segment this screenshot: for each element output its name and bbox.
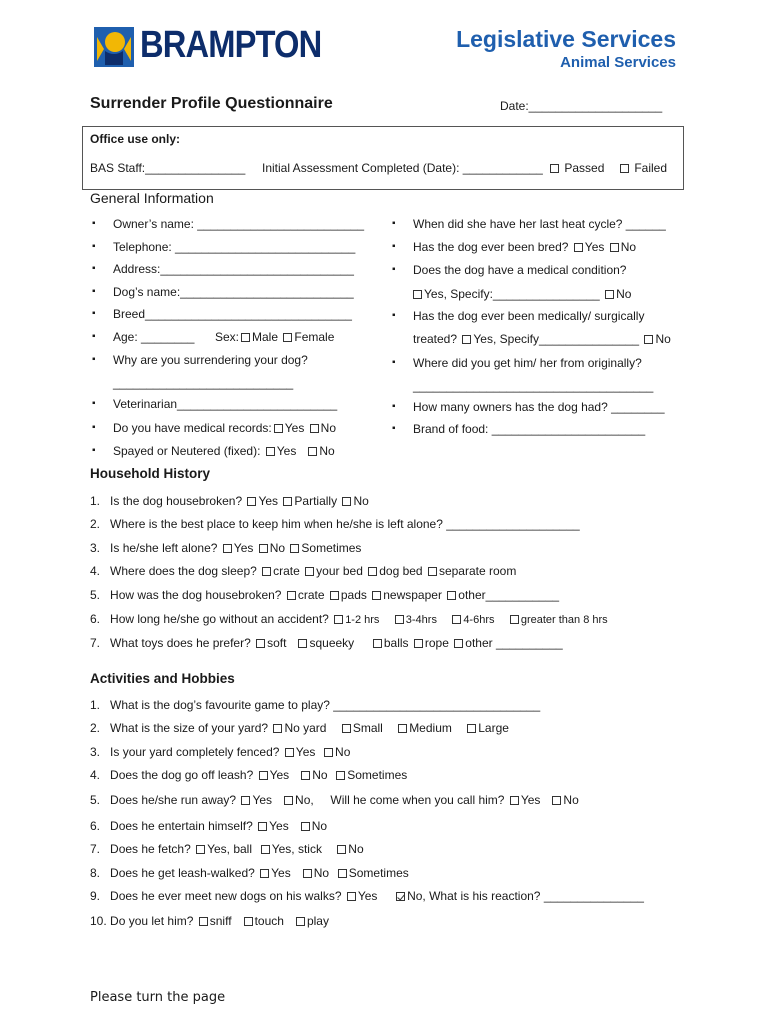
medical-condition-yes-checkbox[interactable] <box>413 290 422 299</box>
fetch-ball-checkbox[interactable] <box>196 845 205 854</box>
toy-squeeky-checkbox[interactable] <box>298 639 307 648</box>
let-touch-checkbox[interactable] <box>244 917 253 926</box>
sleep-dog-bed-checkbox[interactable] <box>368 567 377 576</box>
activities-heading: Activities and Hobbies <box>90 671 235 686</box>
age-field[interactable]: Age: ________ <box>113 330 195 344</box>
leash-walked-no-checkbox[interactable] <box>303 869 312 878</box>
assessment-date-field[interactable]: Initial Assessment Completed (Date): ____________ <box>262 161 543 175</box>
let-play-checkbox[interactable] <box>296 917 305 926</box>
yard-none-checkbox[interactable] <box>273 724 282 733</box>
activities-q10: 10. Do you let him? sniff touch play <box>90 914 329 928</box>
run-away-no-checkbox[interactable] <box>284 796 293 805</box>
telephone-field[interactable]: Telephone: ___________________________ <box>113 240 356 254</box>
brampton-logo-icon <box>94 27 134 67</box>
household-q4: 4. Where does the dog sleep? crate your bed dog bed separate room <box>90 564 517 578</box>
household-q2[interactable]: 2. Where is the best place to keep him when he/she is left alone? ____________________ <box>90 517 580 531</box>
household-heading: Household History <box>90 466 211 481</box>
off-leash-sometimes-checkbox[interactable] <box>336 771 345 780</box>
footer-note: Please turn the page <box>90 990 226 1005</box>
yard-small-checkbox[interactable] <box>342 724 351 733</box>
address-field[interactable]: Address:_____________________________ <box>113 262 354 276</box>
sex-field: Sex: Male Female <box>215 330 335 344</box>
recall-yes-checkbox[interactable] <box>510 796 519 805</box>
male-checkbox[interactable] <box>241 333 250 342</box>
left-alone-no-checkbox[interactable] <box>259 544 268 553</box>
activities-q5: 5. Does he/she run away? Yes No, Will he come when you call him? Yes No <box>90 793 579 807</box>
off-leash-yes-checkbox[interactable] <box>259 771 268 780</box>
entertain-yes-checkbox[interactable] <box>258 822 267 831</box>
recall-no-checkbox[interactable] <box>552 796 561 805</box>
activities-q1[interactable]: 1. What is the dog’s favourite game to play? _______________________________ <box>90 698 541 712</box>
sleep-crate-checkbox[interactable] <box>262 567 271 576</box>
passed-checkbox[interactable] <box>550 164 559 173</box>
left-alone-sometimes-checkbox[interactable] <box>290 544 299 553</box>
activities-q6: 6. Does he entertain himself? Yes No <box>90 819 328 833</box>
housebroken-newspaper-checkbox[interactable] <box>372 591 381 600</box>
activities-q3: 3. Is your yard completely fenced? Yes No <box>90 745 351 759</box>
new-dogs-no-checkbox-checked[interactable] <box>396 892 405 901</box>
female-checkbox[interactable] <box>283 333 292 342</box>
sleep-separate-room-checkbox[interactable] <box>428 567 437 576</box>
toy-other-checkbox[interactable] <box>454 639 463 648</box>
surgically-treated-label: Has the dog ever been medically/ surgically <box>413 309 645 323</box>
left-alone-yes-checkbox[interactable] <box>223 544 232 553</box>
logo-text: BRAMPTON <box>140 24 322 66</box>
date-field[interactable]: Date:____________________ <box>500 99 663 113</box>
food-brand-field[interactable]: Brand of food: _______________________ <box>413 422 646 436</box>
owners-count-field[interactable]: How many owners has the dog had? ________ <box>413 400 665 414</box>
dog-name-field[interactable]: Dog’s name:__________________________ <box>113 285 354 299</box>
failed-option[interactable]: Failed <box>618 161 667 175</box>
bas-staff-field[interactable]: BAS Staff:_______________ <box>90 161 246 175</box>
household-q5: 5. How was the dog housebroken? crate pads newspaper other___________ <box>90 588 560 602</box>
medical-records-no-checkbox[interactable] <box>310 424 319 433</box>
yard-medium-checkbox[interactable] <box>398 724 407 733</box>
accident-8hrs-checkbox[interactable] <box>510 615 519 624</box>
entertain-no-checkbox[interactable] <box>301 822 310 831</box>
dept-title: Legislative Services <box>456 26 676 52</box>
housebroken-yes-checkbox[interactable] <box>247 497 256 506</box>
toy-rope-checkbox[interactable] <box>414 639 423 648</box>
medical-records-question: Do you have medical records: Yes No <box>113 421 337 435</box>
household-q6: 6. How long he/she go without an accident? 1-2 hrs 3-4hrs 4-6hrs greater than 8 hrs <box>90 612 608 626</box>
housebroken-pads-checkbox[interactable] <box>330 591 339 600</box>
housebroken-no-checkbox[interactable] <box>342 497 351 506</box>
yard-large-checkbox[interactable] <box>467 724 476 733</box>
household-q3: 3. Is he/she left alone? Yes No Sometimes <box>90 541 362 555</box>
fenced-yes-checkbox[interactable] <box>285 748 294 757</box>
toy-soft-checkbox[interactable] <box>256 639 265 648</box>
toy-balls-checkbox[interactable] <box>373 639 382 648</box>
household-q7: 7. What toys does he prefer? soft squeeky balls rope other __________ <box>90 636 563 650</box>
origin-field[interactable]: ____________________________________ <box>413 379 654 393</box>
accident-3-4hrs-checkbox[interactable] <box>395 615 404 624</box>
form-title: Surrender Profile Questionnaire <box>90 95 333 112</box>
office-heading: Office use only: <box>90 132 181 146</box>
fenced-no-checkbox[interactable] <box>324 748 333 757</box>
activities-q7: 7. Does he fetch? Yes, ball Yes, stick No <box>90 842 364 856</box>
fetch-stick-checkbox[interactable] <box>261 845 270 854</box>
veterinarian-field[interactable]: Veterinarian________________________ <box>113 397 338 411</box>
owner-name-field[interactable]: Owner’s name: _________________________ <box>113 217 365 231</box>
housebroken-partially-checkbox[interactable] <box>283 497 292 506</box>
treated-no-checkbox[interactable] <box>644 335 653 344</box>
accident-1-2hrs-checkbox[interactable] <box>334 615 343 624</box>
surrender-reason-field[interactable]: ___________________________ <box>113 376 294 390</box>
activities-q4: 4. Does the dog go off leash? Yes No Sometimes <box>90 768 408 782</box>
let-sniff-checkbox[interactable] <box>199 917 208 926</box>
run-away-yes-checkbox[interactable] <box>241 796 250 805</box>
spayed-no-checkbox[interactable] <box>308 447 317 456</box>
bred-yes-checkbox[interactable] <box>574 243 583 252</box>
origin-label: Where did you get him/ her from originally? <box>413 356 642 370</box>
general-heading: General Information <box>90 190 214 206</box>
sleep-your-bed-checkbox[interactable] <box>305 567 314 576</box>
housebroken-crate-checkbox[interactable] <box>287 591 296 600</box>
accident-4-6hrs-checkbox[interactable] <box>452 615 461 624</box>
leash-walked-sometimes-checkbox[interactable] <box>338 869 347 878</box>
dept-subtitle: Animal Services <box>560 54 676 71</box>
fetch-no-checkbox[interactable] <box>337 845 346 854</box>
household-q1: 1. Is the dog housebroken? Yes Partially No <box>90 494 369 508</box>
activities-q8: 8. Does he get leash-walked? Yes No Sometimes <box>90 866 409 880</box>
failed-checkbox[interactable] <box>620 164 629 173</box>
breed-field[interactable]: Breed_______________________________ <box>113 307 352 321</box>
activities-q9: 9. Does he ever meet new dogs on his walks? Yes No, What is his reaction? _______________ <box>90 889 644 903</box>
bred-question: Has the dog ever been bred? Yes No <box>413 240 637 254</box>
off-leash-no-checkbox[interactable] <box>301 771 310 780</box>
medical-condition-answer: Yes, Specify:________________ No <box>411 287 631 301</box>
treated-yes-checkbox[interactable] <box>462 335 471 344</box>
passed-option[interactable]: Passed <box>548 161 604 175</box>
spayed-yes-checkbox[interactable] <box>266 447 275 456</box>
medical-condition-label: Does the dog have a medical condition? <box>413 263 627 277</box>
leash-walked-yes-checkbox[interactable] <box>260 869 269 878</box>
spayed-question: Spayed or Neutered (fixed): Yes No <box>113 444 335 458</box>
new-dogs-yes-checkbox[interactable] <box>347 892 356 901</box>
heat-cycle-field[interactable]: When did she have her last heat cycle? ______ <box>413 217 666 231</box>
medical-condition-no-checkbox[interactable] <box>605 290 614 299</box>
medical-records-yes-checkbox[interactable] <box>274 424 283 433</box>
bred-no-checkbox[interactable] <box>610 243 619 252</box>
surrender-reason-label: Why are you surrendering your dog? <box>113 353 308 367</box>
activities-q2: 2. What is the size of your yard? No yard Small Medium Large <box>90 721 509 735</box>
surgically-treated-answer: treated? Yes, Specify_______________ No <box>413 332 671 346</box>
housebroken-other-checkbox[interactable] <box>447 591 456 600</box>
